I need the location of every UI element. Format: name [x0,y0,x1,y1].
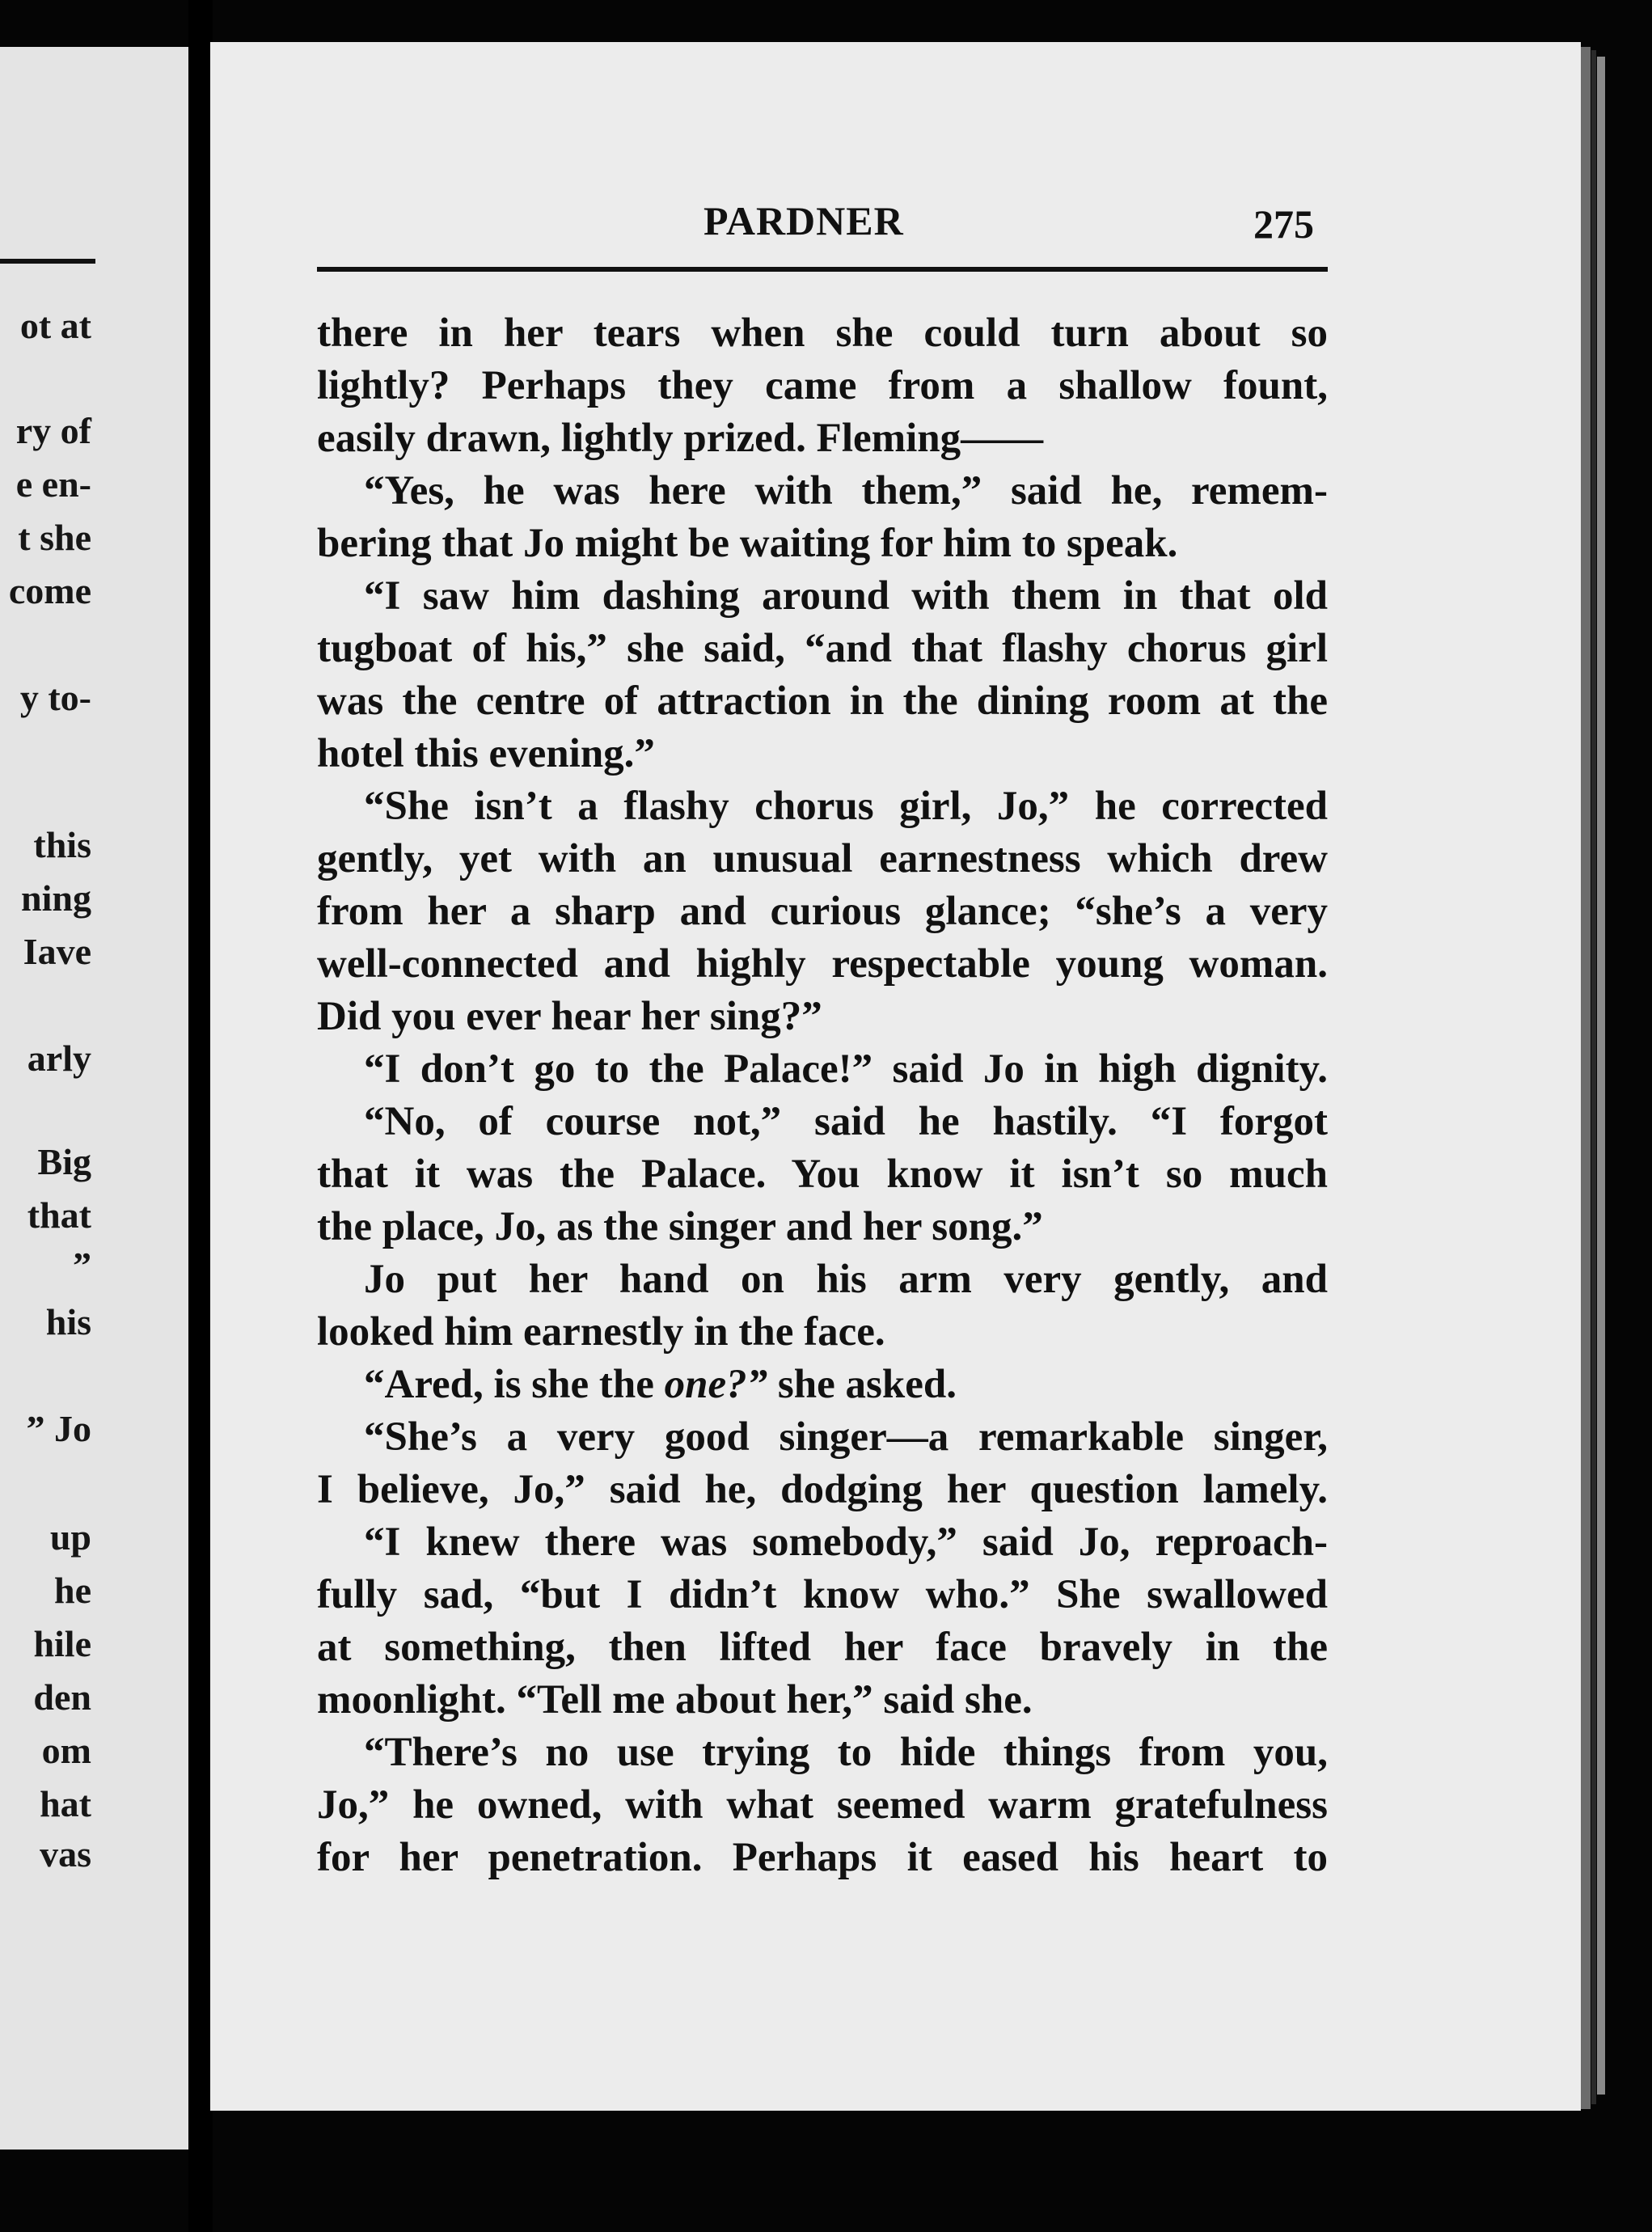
text-line: lightly? Perhaps they came from a shallow fount, [317,363,1328,408]
left-fragment: he [54,1570,91,1611]
text-line: Did you ever hear her sing?” [317,994,822,1039]
page-number: 275 [1253,201,1314,247]
text-line: “She isn’t a flashy chorus girl, Jo,” he corrected [364,784,1328,829]
text-line: easily drawn, lightly prized. Fleming—— [317,416,1044,461]
left-fragment: ning [21,877,91,919]
left-fragment: hile [33,1623,91,1664]
text-line: well-connected and highly respectable young woman. [317,941,1328,987]
body-text [317,307,1328,1884]
text-line: Jo,” he owned, with what seemed warm gratefulness [317,1782,1328,1828]
left-fragment: ry of [15,410,91,451]
page-edge [1597,57,1605,2095]
left-fragment: hat [40,1783,91,1824]
text-line: bering that Jo might be waiting for him to speak. [317,521,1178,566]
left-fragment: t she [18,517,91,558]
header-rule [317,267,1328,272]
text-line: “There’s no use trying to hide things from you, [364,1730,1328,1775]
left-fragment: that [27,1194,91,1236]
text-line: the place, Jo, as the singer and her song.” [317,1204,1043,1249]
text-line: “She’s a very good singer—a remarkable singer, [364,1414,1328,1460]
left-page [0,47,190,2150]
left-fragment: Big [37,1141,91,1182]
text-line: “I saw him dashing around with them in that old [364,573,1328,619]
text-line: for her penetration. Perhaps it eased his heart to [317,1835,1328,1880]
left-fragment: come [8,570,91,611]
text-line: looked him earnestly in the face. [317,1309,885,1355]
left-fragment: den [33,1676,91,1718]
page-edge [1581,47,1591,2109]
text-line: “No, of course not,” said he hastily. “I forgot [364,1099,1328,1144]
left-fragment: this [33,824,91,865]
text-line: from her a sharp and curious glance; “she’s a very [317,889,1328,934]
text-line: fully sad, “but I didn’t know who.” She swallowed [317,1572,1328,1617]
left-fragment: his [45,1301,91,1342]
left-fragment: y to- [19,677,91,718]
text-line: I believe, Jo,” said he, dodging her question lamely. [317,1467,1328,1512]
left-fragment: ” Jo [26,1408,91,1449]
text-line: “I don’t go to the Palace!” said Jo in high dignity. [364,1046,1328,1092]
text-line: at something, then lifted her face bravely in the [317,1625,1328,1670]
text-line: hotel this evening.” [317,731,655,776]
text-line: “I knew there was somebody,” said Jo, reproach- [364,1520,1328,1565]
left-fragment: arly [27,1038,91,1079]
left-fragment: e en- [15,463,91,505]
text-segment: she asked. [777,1362,957,1407]
page-edge [1591,50,1596,2104]
text-line: was the centre of attraction in the dining room at the [317,678,1328,724]
text-line: “Yes, he was here with them,” said he, remem- [364,468,1328,514]
text-line: Jo put her hand on his arm very gently, and [364,1257,1328,1302]
left-fragment: ” [73,1245,91,1286]
text-segment: “Ared, is she the [364,1362,654,1407]
left-fragment: ot at [19,305,91,346]
text-line: tugboat of his,” she said, “and that flashy chorus girl [317,626,1328,671]
running-title: PARDNER [703,198,904,243]
left-fragment: vas [40,1833,91,1875]
italic-word: one?” [664,1362,768,1407]
left-fragment: up [49,1516,91,1558]
text-line: that it was the Palace. You know it isn’t so much [317,1152,1328,1197]
left-page-rule [0,259,95,264]
text-line: there in her tears when she could turn about so [317,311,1328,356]
text-line: gently, yet with an unusual earnestness which drew [317,836,1328,881]
book-gutter [188,0,213,2232]
text-line: moonlight. “Tell me about her,” said she. [317,1677,1033,1723]
left-fragment: om [41,1730,91,1771]
text-line [317,1359,1328,1411]
left-fragment: Iave [23,931,91,972]
